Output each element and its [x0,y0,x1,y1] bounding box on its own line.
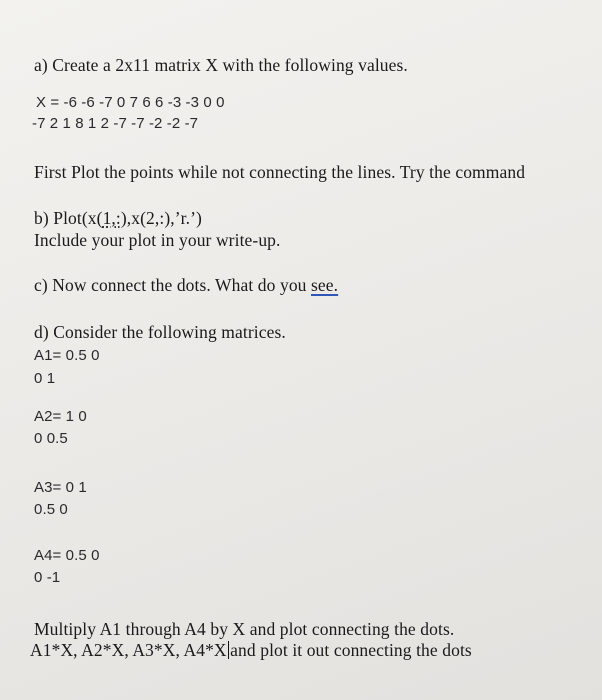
matrix-x-row-2: -7 2 1 8 1 2 -7 -7 -2 -2 -7 [32,115,199,132]
matrix-a3-row-2: 0.5 0 [34,501,68,518]
closing-line-2 [30,640,472,661]
text-cursor [228,641,230,659]
part-d-heading: d) Consider the following matrices. [34,322,286,342]
matrix-a1-row-1: A1= 0.5 0 [34,347,100,364]
closing-line-1: Multiply A1 through A4 by X and plot connecting the dots. [34,619,455,639]
part-a-heading: a) Create a 2x11 matrix X with the following values. [34,55,408,75]
part-b-underlined: 1,:) [102,208,127,228]
closing-line-2-after: and plot it out connecting the dots [230,640,472,660]
part-c-main: c) Now connect the dots. What do you [34,275,311,295]
matrix-a4-row-2: 0 -1 [34,569,61,586]
matrix-a1-row-2: 0 1 [34,370,56,387]
closing-line-2-before: A1*X, A2*X, A3*X, A4*X [30,640,227,660]
matrix-x-row-1: X = -6 -6 -7 0 7 6 6 -3 -3 0 0 [36,94,225,111]
part-b-suffix: ,x(2,:),’r.’) [126,208,202,228]
part-c-underlined: see. [311,275,339,295]
matrix-a2-row-2: 0 0.5 [34,430,68,447]
part-c-text [34,275,338,296]
part-b-prefix: b) Plot(x( [34,208,103,228]
instructions-intro: First Plot the points while not connecting the lines. Try the command [34,162,526,182]
matrix-a2-row-1: A2= 1 0 [34,408,87,425]
part-b-command [34,208,202,229]
matrix-a4-row-1: A4= 0.5 0 [34,547,100,564]
part-b-line-2: Include your plot in your write-up. [34,230,281,250]
matrix-a3-row-1: A3= 0 1 [34,479,87,496]
